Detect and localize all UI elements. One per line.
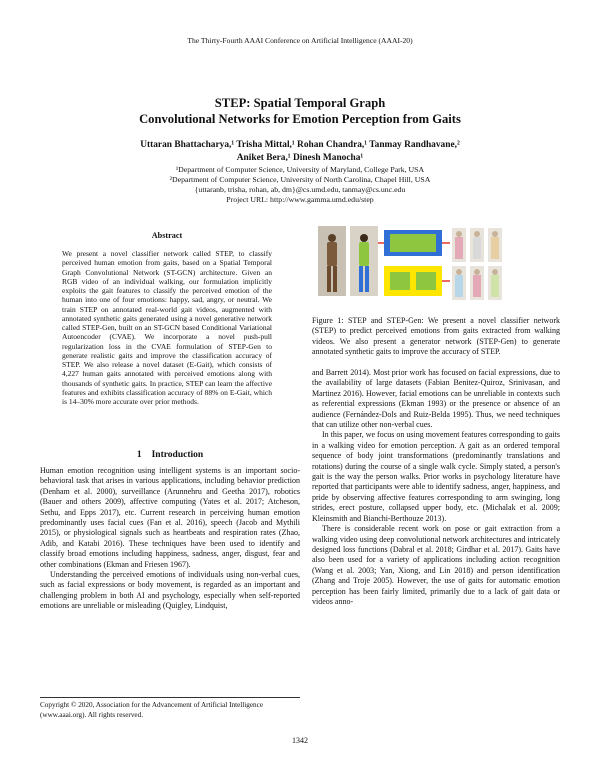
affiliations — [40, 165, 560, 205]
section-title: Introduction — [151, 450, 204, 460]
title-line-2: Convolutional Networks for Emotion Perception from Gaits — [139, 111, 461, 126]
paper-title — [40, 96, 560, 127]
section-number: 1 — [136, 450, 142, 460]
affiliation-2: ²Department of Computer Science, University of North Carolina, Chapel Hill, USA — [169, 174, 431, 184]
authors-line-1: Uttaran Bhattacharya,¹ Trisha Mittal,¹ Rohan Chandra,¹ Tanmay Randhavane,² — [140, 140, 460, 150]
authors-line-2: Aniket Bera,¹ Dinesh Manocha¹ — [236, 152, 364, 163]
intro-text — [40, 466, 300, 612]
body-paragraph: There is considerable recent work on pose or gait extraction from a walking video using deep convolutional network architectures and intricately designed loss functions (Dabral et al. 2018; Girdhar et al. 2017). Gaits have also been used for a variety of applications including action recognition (Wang et al. 2003; Yan, Xiong, and Lin 2018) and person identification (Zhang and Troje 2005). However, the use of gaits for automatic emotion perception has been fairly limited, primarily due to a lack of gait data or videos anno- — [312, 524, 560, 606]
body-paragraph: and Barrett 2014). Most prior work has focused on facial expressions, due to the availability of large datasets (Fabian Benitez-Quiroz, Srinivasan, and Martinez 2016). However, facial emotions can be unreliable in contexts such as referential expressions (Ekman 1993) or the presence or absence of an audience (Fernández-Dols and Ruiz-Belda 1995). Thus, we need techniques that can utilize other non-verbal cues. — [312, 368, 560, 430]
step-inner-block — [390, 234, 436, 252]
author-list — [40, 139, 560, 164]
affiliation-1: ¹Department of Computer Science, University of Maryland, College Park, USA — [175, 165, 425, 174]
figure-1-illustration — [318, 226, 518, 310]
right-column-text — [312, 368, 560, 607]
body-paragraph: In this paper, we focus on using movement features corresponding to gaits in a walking video for emotion perception. A gait as an ordered temporal sequence of body joint transformations (predominantly translations and rotations) during the course of a single walk cycle. Simply stated, a person's gait is the way the person walks. Prior works in psychology literature have reported that participants were able to identify sadness, anger, happiness, and pride by observing affective features corresponding to arm swinging, long strides, erect posture, collapsed upper body, etc. (Michalak et al. 2009; Kleinsmith and Bianchi-Berthouze 2013). — [312, 430, 560, 523]
figure-caption: Figure 1: STEP and STEP-Gen: We present a novel classifier network (STEP) to predict perceived emotions from gaits extracted from walking videos. We also present a generator network (STEP-Gen) to generate annotated synthetic gaits to improve the accuracy of STEP. — [312, 316, 560, 357]
project-url: Project URL: http://www.gamma.umd.edu/step — [226, 194, 374, 204]
intro-paragraph: Understanding the perceived emotions of individuals using non-verbal cues, such as facial expressions or body movement, is regarded as an important and challenging problem in both AI and psychology, especially when self-reported emotions are unreliable or misleading (Quigley, Lindquist, — [40, 570, 300, 611]
conference-header: The Thirty-Fourth AAAI Conference on Artificial Intelligence (AAAI-20) — [187, 36, 413, 45]
abstract-heading: Abstract — [151, 231, 183, 240]
copyright-notice: Copyright © 2020, Association for the Advancement of Artificial Intelligence (www.aaai.org). All rights reserved. — [40, 697, 300, 720]
page-number: 1342 — [292, 736, 308, 745]
emotion-figures — [452, 228, 502, 300]
intro-paragraph: Human emotion recognition using intelligent systems is an important socio-behavioral task that arises in various applications, including behavior prediction (Denham et al. 2000), surveillance (Arunnehru and Geetha 2017), robotics (Bauer and others 2009), affective computing (Yates et al. 2017; Atcheson, Sethu, and Epps 2017), etc. Current research in perceiving human emotion predominantly uses facial cues (Fan et al. 2016), speech (Jacob and Mythili 2015), or physiological signals such as heartbeats and respiration rates (Zhao, Adib, and Katabi 2016). These techniques have been used to identify and classify broad emotions including happiness, sadness, anger, disgust, fear and other combinations (Ekman and Friesen 1967). — [40, 466, 300, 569]
step-gen-decoder-block — [416, 272, 436, 290]
author-emails: {uttaranb, trisha, rohan, ab, dm}@cs.umd.edu, tanmay@cs.unc.edu — [194, 184, 406, 194]
step-gen-encoder-block — [390, 272, 410, 290]
abstract-text: We present a novel classifier network called STEP, to classify perceived human emotion from gaits, based on a Spatial Temporal Graph Convolutional Network (ST-GCN) architecture. Given an RGB video of an individual walking, our formulation implicitly exploits the gait features to classify the perceived emotion of the human into one of four emotions: happy, sad, angry, or neutral. We train STEP on annotated real-world gait videos, augmented with annotated synthetic gaits generated using a novel generative network called STEP-Gen, built on an ST-GCN based Conditional Variational Autoencoder (CVAE). We incorporate a novel push-pull regularization loss in the CVAE formulation of STEP-Gen to generate realistic gaits and improve the classification accuracy of STEP. We also release a novel dataset (E-Gait), which consists of 4,227 human gaits annotated with perceived emotions along with thousands of synthetic gaits. In practice, STEP can learn the affective features and exhibits classification accuracy of 88% on E-Gait, which is 14–30% more accurate over prior methods. — [62, 249, 272, 406]
title-line-1: STEP: Spatial Temporal Graph — [214, 96, 386, 110]
section-heading — [40, 450, 300, 460]
